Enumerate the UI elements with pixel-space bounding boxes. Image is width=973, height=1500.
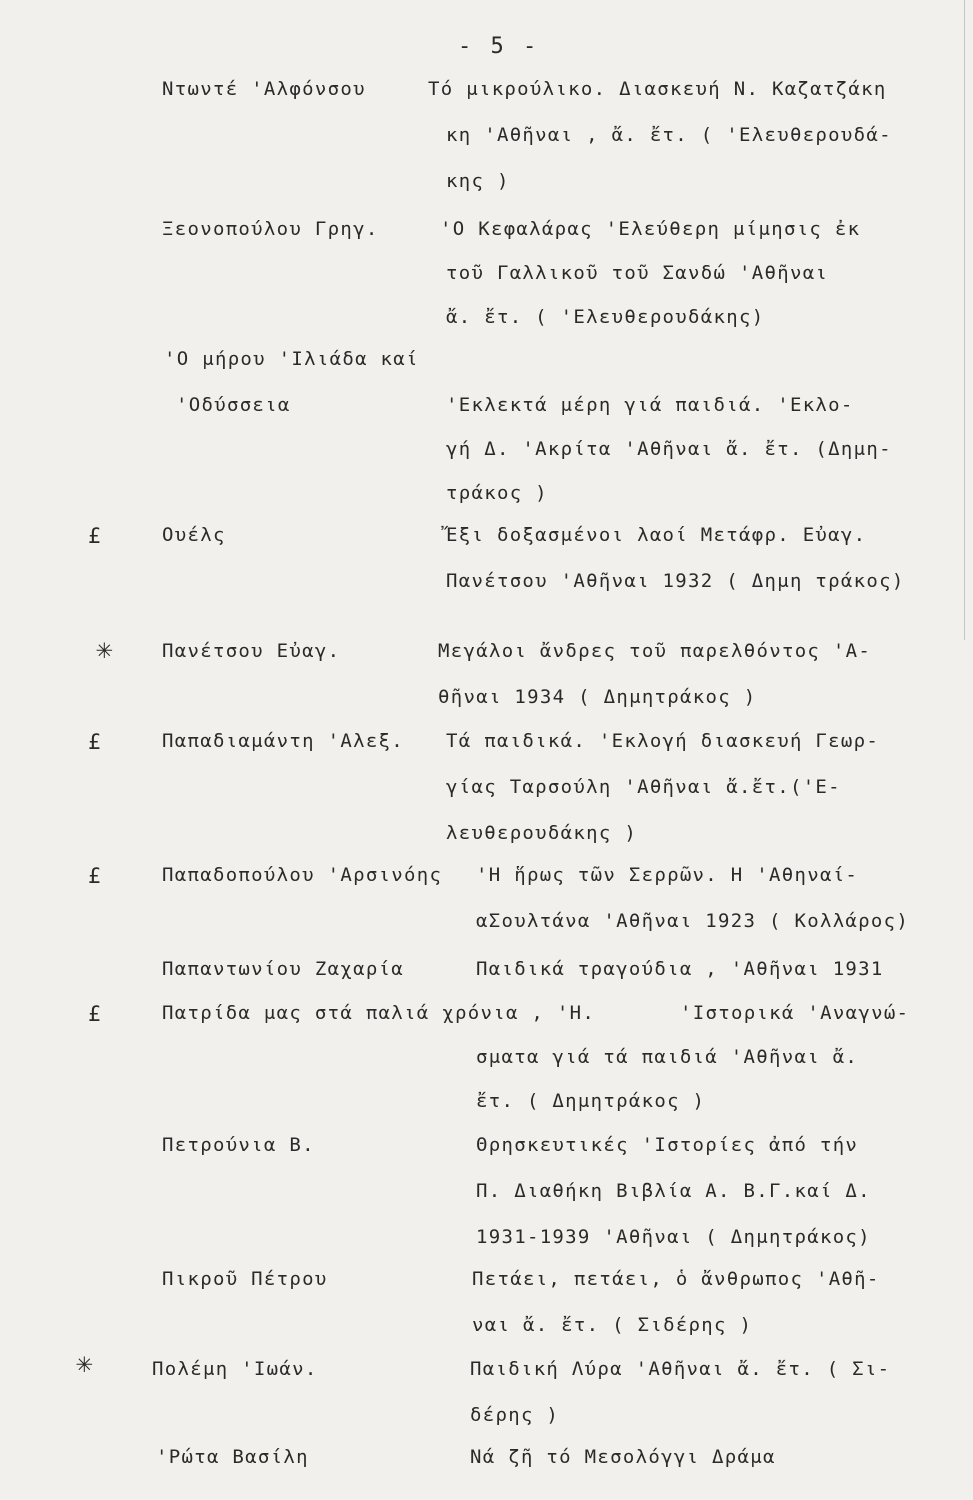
entry-line: 1931-1939 'Αθῆναι ( Δημητράκος) (476, 1226, 871, 1248)
entry-line: Τό μικρούλικο. Διασκευή Ν. Καζατζάκη (428, 78, 887, 100)
entry-line: γή Δ. 'Ακρίτα 'Αθῆναι ἄ. ἔτ. (Δημη- (446, 438, 892, 460)
entry-author: Πολέμη 'Ιωάν. (152, 1358, 318, 1380)
entry-line: τοῦ Γαλλικοῦ τοῦ Σανδώ 'Αθῆναι (446, 262, 829, 284)
entry-author: Πετρούνια Β. (162, 1134, 315, 1156)
entry-author: Πικροῦ Πέτρου (162, 1268, 328, 1290)
entry-author: Παπαντωνίου Ζαχαρία (162, 958, 405, 980)
pound-mark: £ (88, 524, 101, 548)
entry-author-continued: 'Οδύσσεια (176, 394, 291, 416)
entry-line: δέρης ) (470, 1404, 560, 1426)
entry-line: Παιδική Λύρα 'Αθῆναι ἄ. ἔτ. ( Σι- (470, 1358, 891, 1380)
entry-line: Μεγάλοι ἄνδρες τοῦ παρελθόντος 'Α- (438, 640, 872, 662)
entry-author: Ουέλς (162, 524, 226, 546)
entry-line: κη 'Αθῆναι , ἄ. ἔτ. ( 'Ελευθερουδά- (446, 124, 892, 146)
entry-line: Νά ζῆ τό Μεσολόγγι Δράμα (470, 1446, 776, 1468)
entry-line: σματα γιά τά παιδιά 'Αθῆναι ἄ. (476, 1046, 859, 1068)
entry-author: Ξεονοπούλου Γρηγ. (162, 218, 379, 240)
pound-mark: £ (88, 730, 101, 754)
entry-line: Πετάει, πετάει, ὁ ἄνθρωπος 'Αθῆ- (472, 1268, 880, 1290)
entry-line: τράκος ) (446, 482, 548, 504)
entry-line: Ἔξι δοξασμένοι λαοί Μετάφρ. Εὐαγ. (446, 524, 867, 546)
entry-line: ναι ἄ. ἔτ. ( Σιδέρης ) (472, 1314, 753, 1336)
asterisk-mark: ✳ (96, 632, 113, 665)
page-edge-shadow (964, 0, 965, 640)
pound-mark: £ (88, 864, 101, 888)
entry-line: ἄ. ἔτ. ( 'Ελευθερουδάκης) (446, 306, 765, 328)
entry-author: 'Ο μήρου 'Ιλιάδα καί (164, 348, 419, 370)
entry-line: Τά παιδικά. 'Εκλογή διασκευή Γεωρ- (446, 730, 880, 752)
entry-line: γίας Ταρσούλη 'Αθῆναι ἄ.ἔτ.('Ε- (446, 776, 841, 798)
entry-line: λευθερουδάκης ) (446, 822, 638, 844)
pound-mark: £ (88, 1002, 101, 1026)
entry-line: Π. Διαθήκη Βιβλία Α. Β.Γ.καί Δ. (476, 1180, 871, 1202)
entry-author: Παπαδιαμάντη 'Αλεξ. (162, 730, 405, 752)
entry-line: ἔτ. ( Δημητράκος ) (476, 1090, 706, 1112)
entry-author: Παπαδοπούλου 'Αρσινόης (162, 864, 443, 886)
entry-author: Πατρίδα μας στά παλιά χρόνια , 'Η. (162, 1002, 596, 1024)
entry-line: 'Ο Κεφαλάρας 'Ελεύθερη μίμησις ἐκ (440, 218, 861, 240)
entry-author: Ντωντέ 'Αλφόνσου (162, 78, 366, 100)
entry-line: 'Ιστορικά 'Αναγνώ- (680, 1002, 910, 1024)
entry-line: 'Η ἥρως τῶν Σερρῶν. Η 'Αθηναί- (476, 864, 859, 886)
entry-line: θῆναι 1934 ( Δημητράκος ) (438, 686, 757, 708)
entry-line: 'Εκλεκτά μέρη γιά παιδιά. 'Εκλο- (446, 394, 854, 416)
asterisk-mark: ✳ (76, 1346, 93, 1379)
entry-author: Πανέτσου Εὐαγ. (162, 640, 341, 662)
entry-line: αΣουλτάνα 'Αθῆναι 1923 ( Κολλάρος) (476, 910, 910, 932)
entry-line: Πανέτσου 'Αθῆναι 1932 ( Δημη τράκος) (446, 570, 905, 592)
page-number: - 5 - (458, 34, 540, 59)
entry-line: κης ) (446, 170, 510, 192)
entry-line: Παιδικά τραγούδια , 'Αθῆναι 1931 (476, 958, 884, 980)
entry-author: 'Ρώτα Βασίλη (156, 1446, 309, 1468)
entry-line: Θρησκευτικές 'Ιστορίες ἀπό τήν (476, 1134, 859, 1156)
